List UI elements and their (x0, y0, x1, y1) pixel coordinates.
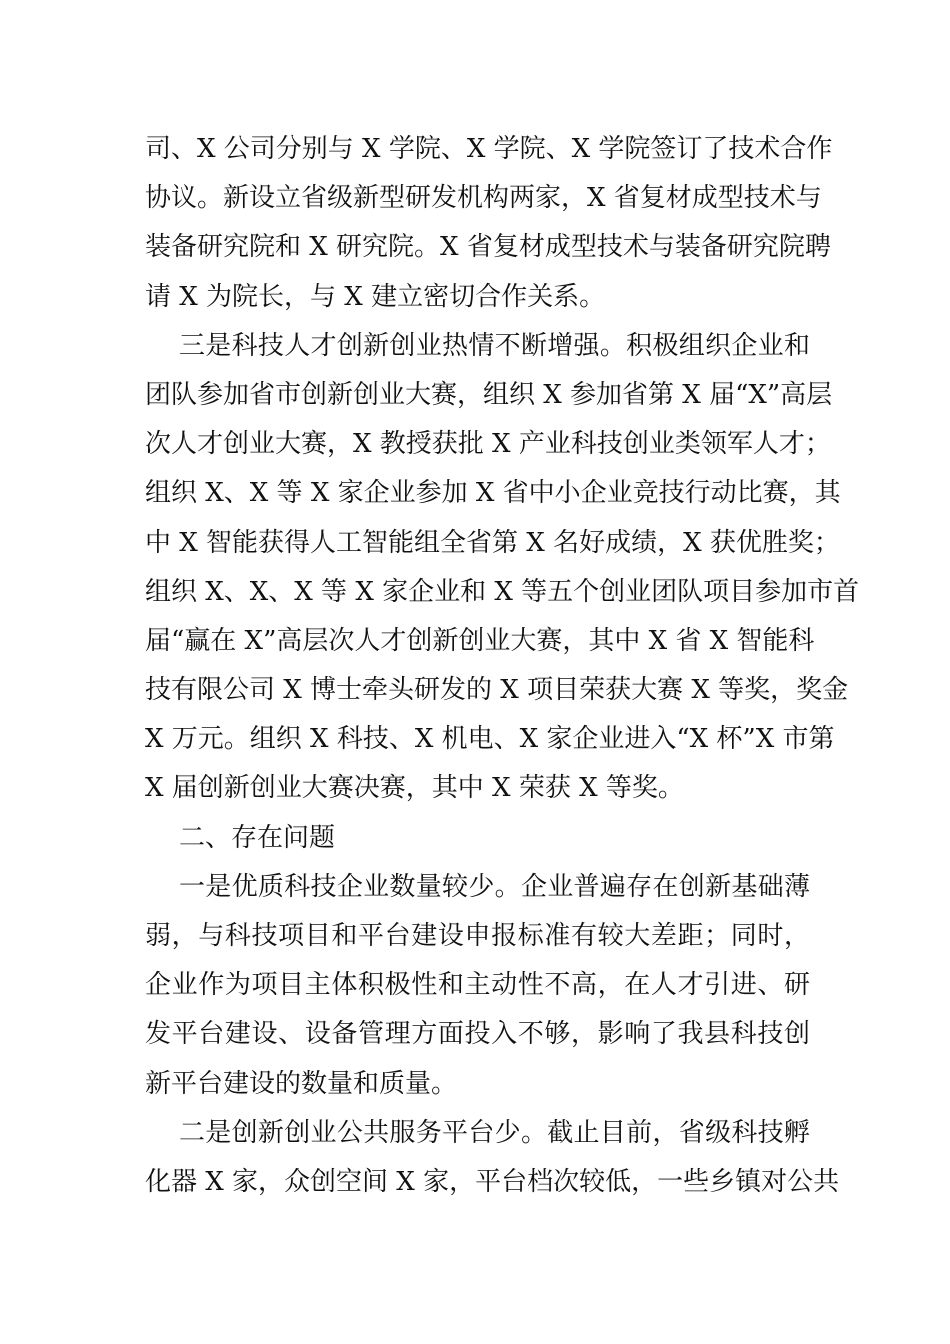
text-line: 一是优质科技企业数量较少。企业普遍存在创新基础薄 (179, 871, 810, 902)
text-line: 技有限公司 X 博士牵头研发的 X 项目荣获大赛 X 等奖，奖金 (145, 675, 849, 706)
text-line: 司、X 公司分别与 X 学院、X 学院、X 学院签订了技术合作 (145, 134, 833, 164)
text-line: 发平台建设、设备管理方面投入不够，影响了我县科技创 (145, 1019, 810, 1050)
text-line: 组织 X、X、X 等 X 家企业和 X 等五个创业团队项目参加市首 (145, 576, 860, 607)
text-line: 届“赢在 X”高层次人才创新创业大赛，其中 X 省 X 智能科 (145, 625, 815, 656)
text-line: X 届创新创业大赛决赛，其中 X 荣获 X 等奖。 (145, 773, 684, 804)
text-line: 化器 X 家，众创空间 X 家，平台档次较低，一些乡镇对公共 (145, 1166, 840, 1197)
text-line: 协议。新设立省级新型研发机构两家，X 省复材成型技术与 (145, 183, 822, 214)
text-line: 二是创新创业公共服务平台少。截止目前，省级科技孵 (179, 1117, 810, 1148)
text-line: 请 X 为院长，与 X 建立密切合作关系。 (145, 281, 606, 312)
text-line: 次人才创业大赛，X 教授获批 X 产业科技创业类领军人才； (145, 429, 831, 460)
text-line: 装备研究院和 X 研究院。X 省复材成型技术与装备研究院聘 (145, 232, 831, 263)
text-line: 二、存在问题 (179, 822, 336, 853)
text-line: 企业作为项目主体积极性和主动性不高，在人才引进、研 (145, 970, 810, 1001)
text-line: 中 X 智能获得人工智能组全省第 X 名好成绩，X 获优胜奖； (145, 527, 840, 558)
text-line: 团队参加省市创新创业大赛，组织 X 参加省第 X 届“X”高层 (145, 379, 833, 410)
text-line: 组织 X、X 等 X 家企业参加 X 省中小企业竞技行动比赛，其 (145, 478, 841, 509)
text-line: 弱，与科技项目和平台建设申报标准有较大差距；同时， (145, 921, 810, 951)
text-line: 三是科技人才创新创业热情不断增强。积极组织企业和 (179, 330, 810, 361)
text-line: X 万元。组织 X 科技、X 机电、X 家企业进入“X 杯”X 市第 (145, 724, 835, 755)
text-line: 新平台建设的数量和质量。 (145, 1068, 458, 1099)
body-text (145, 125, 860, 1207)
